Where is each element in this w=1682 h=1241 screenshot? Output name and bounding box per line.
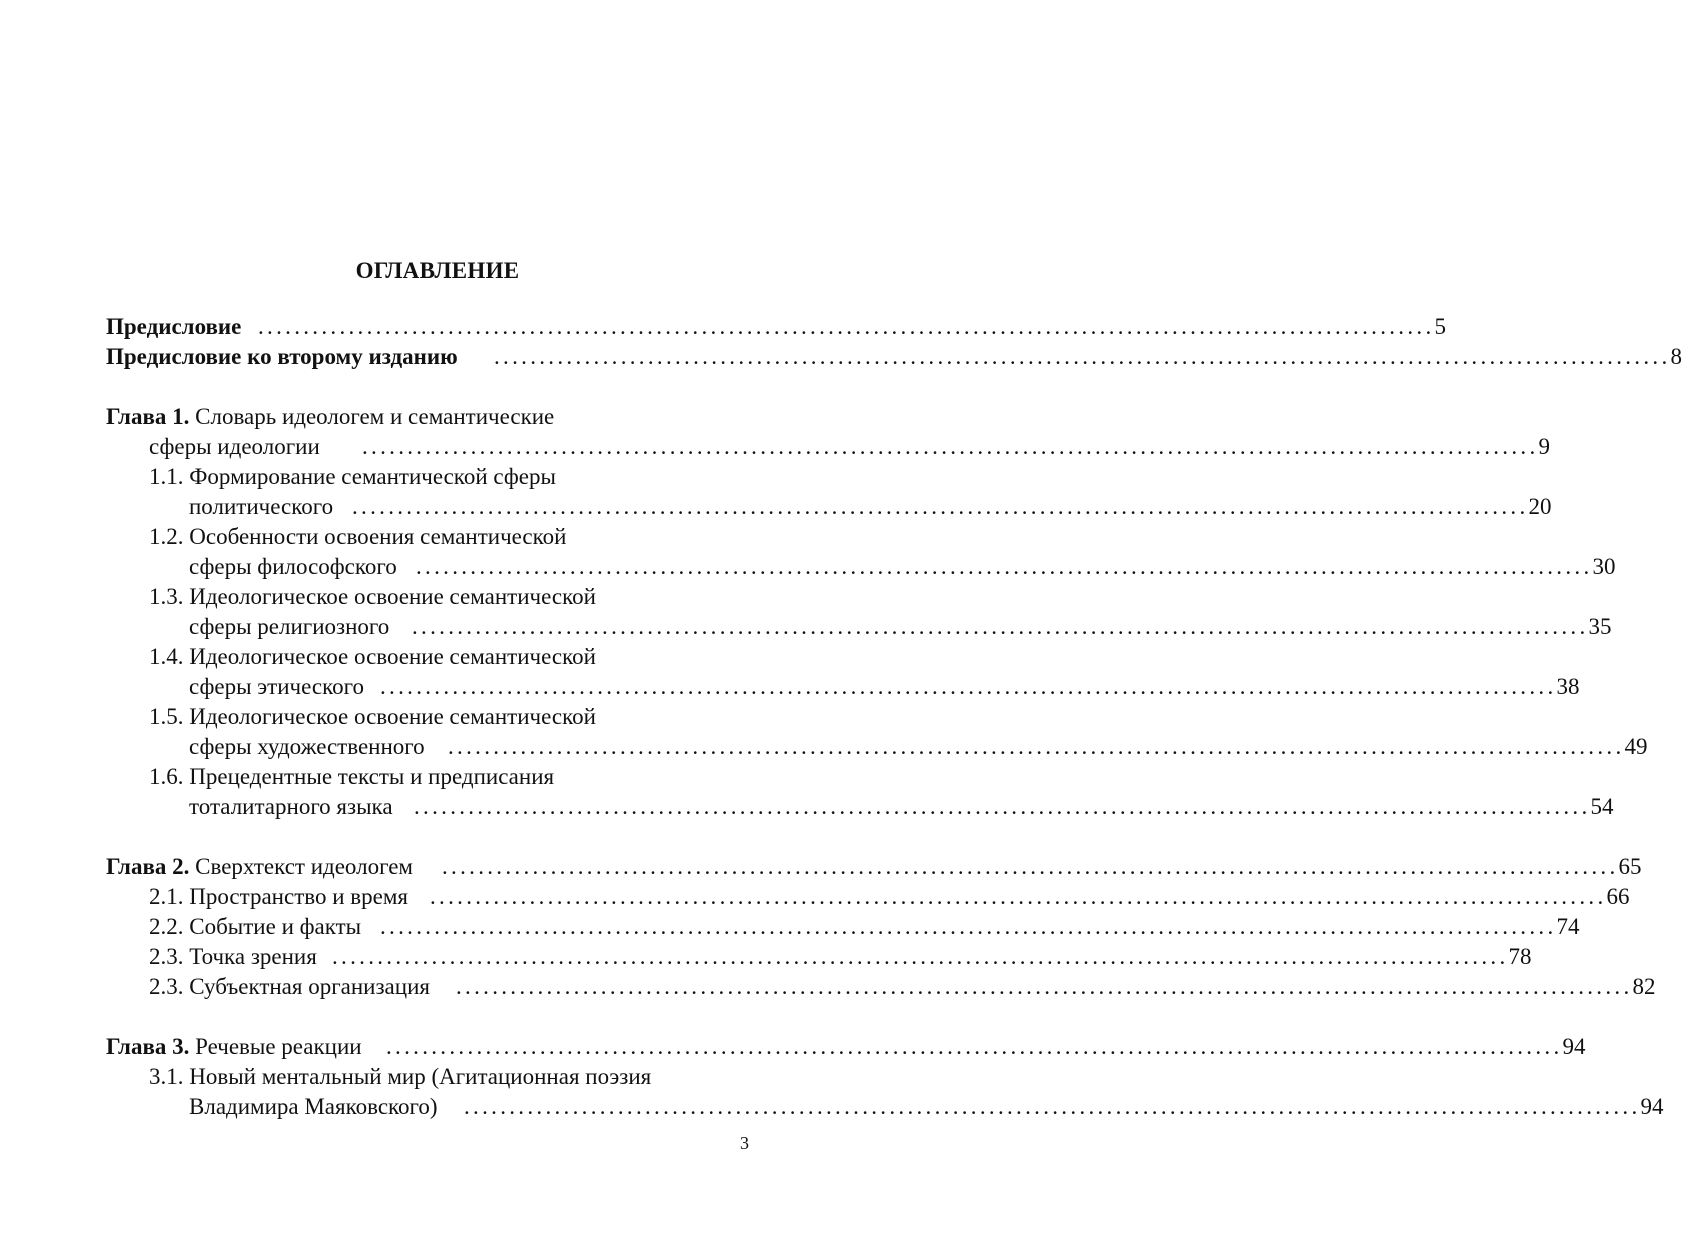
dot-leader: .................................................................................................................................. (416, 554, 1593, 579)
toc-leader (258, 312, 1446, 342)
toc-page-number: 65 (1618, 854, 1642, 879)
toc-page-number: 49 (1624, 734, 1648, 759)
toc-entry-section-1-4-cont (0, 672, 1580, 702)
toc-leader (414, 792, 1614, 822)
toc-chapter-title: Речевые реакции (189, 1034, 362, 1059)
dot-leader: .................................................................................................................................. (448, 734, 1625, 759)
dot-leader: .................................................................................................................................. (412, 614, 1589, 639)
toc-leader (464, 1092, 1664, 1122)
toc-entry-section-2-2 (0, 912, 1580, 942)
toc-entry-section-1-2-cont (0, 552, 1616, 582)
dot-leader: .................................................................................................................................. (456, 974, 1633, 999)
toc-chapter-title: Словарь идеологем и семантические (189, 404, 555, 429)
toc-leader (352, 492, 1552, 522)
toc-leader (494, 342, 1682, 372)
toc-entry-title: 2.2. Событие и факты (149, 914, 362, 939)
dot-leader: .................................................................................................................................. (442, 854, 1619, 879)
toc-leader (332, 942, 1532, 972)
toc-chapter-label: Глава 2. (106, 854, 190, 879)
toc-entry-title: 1.4. Идеологическое освоение семантической (149, 644, 596, 669)
toc-entry-title: сферы религиозного (189, 614, 390, 639)
toc-entry-title: сферы этического (189, 674, 364, 699)
toc-leader (362, 432, 1550, 462)
toc-page-number: 78 (1508, 944, 1532, 969)
toc-entry-title: Предисловие ко второму изданию (106, 344, 458, 369)
toc-page-number: 35 (1588, 614, 1612, 639)
toc-leader (416, 552, 1616, 582)
toc-entry-section-1-5-cont (0, 732, 1648, 762)
toc-chapter-label: Глава 1. (106, 404, 190, 429)
toc-entry-chapter-2 (0, 852, 1642, 882)
toc-leader (448, 732, 1648, 762)
toc-entry-title: 2.3. Точка зрения (149, 944, 317, 969)
toc-entry-section-1-6 (0, 762, 875, 792)
toc-entry-section-1-6-cont (0, 792, 1614, 822)
toc-entry-title: Владимира Маяковского) (189, 1094, 438, 1119)
toc-entry-title: сферы философского (189, 554, 397, 579)
toc-entry-preface (0, 312, 1446, 342)
toc-entry-title: 2.1. Пространство и время (149, 884, 408, 909)
toc-entry-section-1-1 (0, 462, 875, 492)
toc-entry-title: 1.2. Особенности освоения семантической (149, 524, 567, 549)
toc-entry-section-1-5 (0, 702, 875, 732)
dot-leader: .................................................................................................................................. (430, 884, 1607, 909)
toc-entry-section-1-1-cont (0, 492, 1552, 522)
toc-entry-section-2-3b (0, 972, 1656, 1002)
dot-leader: .................................................................................................................................. (464, 1094, 1641, 1119)
toc-entry-section-3-1 (0, 1062, 875, 1092)
toc-entry-section-1-2 (0, 522, 875, 552)
toc-page-number: 94 (1562, 1034, 1586, 1059)
toc-entry-preface-second-edition (0, 342, 1682, 372)
toc-page-number: 54 (1590, 794, 1614, 819)
toc-entry-title: 2.3. Субъектная организация (149, 974, 430, 999)
dot-leader: .................................................................................................................................. (386, 1034, 1563, 1059)
toc-entry-title: сферы идеологии (149, 434, 320, 459)
toc-entry-section-2-1 (0, 882, 1630, 912)
toc-entry-title: 1.5. Идеологическое освоение семантической (149, 704, 596, 729)
toc-page-number: 9 (1538, 434, 1550, 459)
toc-leader (430, 882, 1630, 912)
toc-leader (386, 1032, 1586, 1062)
toc-page-number: 66 (1606, 884, 1630, 909)
dot-leader: .................................................................................................................................. (258, 314, 1435, 339)
toc-chapter-label: Глава 3. (106, 1034, 190, 1059)
toc-entry-title: сферы художественного (189, 734, 425, 759)
dot-leader: .................................................................................................................................. (494, 344, 1671, 369)
toc-entry-section-1-4 (0, 642, 875, 672)
dot-leader: .................................................................................................................................. (380, 674, 1557, 699)
toc-page-number: 5 (1434, 314, 1446, 339)
toc-entry-chapter-3 (0, 1032, 1586, 1062)
toc-entry-title: политического (189, 494, 334, 519)
page-title: ОГЛАВЛЕНИЕ (355, 258, 520, 283)
toc-page-number: 30 (1592, 554, 1616, 579)
toc-entry-title: 3.1. Новый ментальный мир (Агитационная поэзия (149, 1064, 652, 1089)
toc-entry-title: 1.3. Идеологическое освоение семантической (149, 584, 596, 609)
page-number: 3 (740, 1133, 749, 1153)
toc-entry-section-2-3 (0, 942, 1532, 972)
toc-entry-title: тоталитарного языка (189, 794, 393, 819)
toc-entry-title: Предисловие (106, 314, 242, 339)
toc-leader (380, 672, 1580, 702)
dot-leader: .................................................................................................................................. (332, 944, 1509, 969)
toc-entry-section-3-1-cont (0, 1092, 1664, 1122)
toc-page-number: 94 (1640, 1094, 1664, 1119)
toc-page-number: 82 (1632, 974, 1656, 999)
toc-chapter-title: Сверхтекст идеологем (189, 854, 413, 879)
toc-leader (456, 972, 1656, 1002)
dot-leader: .................................................................................................................................. (380, 914, 1557, 939)
toc-leader (412, 612, 1612, 642)
dot-leader: .................................................................................................................................. (352, 494, 1529, 519)
toc-entry-section-1-3 (0, 582, 875, 612)
toc-page-number: 38 (1556, 674, 1580, 699)
dot-leader: .................................................................................................................................. (362, 434, 1539, 459)
toc-entry-title: 1.6. Прецедентные тексты и предписания (149, 764, 555, 789)
toc-entry-section-1-3-cont (0, 612, 1612, 642)
toc-leader (442, 852, 1642, 882)
toc-page-number: 20 (1528, 494, 1552, 519)
toc-entry-chapter-1-cont (0, 432, 1550, 462)
toc-leader (380, 912, 1580, 942)
dot-leader: .................................................................................................................................. (414, 794, 1591, 819)
toc-page-number: 74 (1556, 914, 1580, 939)
toc-entry-title: 1.1. Формирование семантической сферы (149, 464, 556, 489)
toc-entry-chapter-1 (0, 402, 875, 432)
toc-page-number: 8 (1670, 344, 1682, 369)
